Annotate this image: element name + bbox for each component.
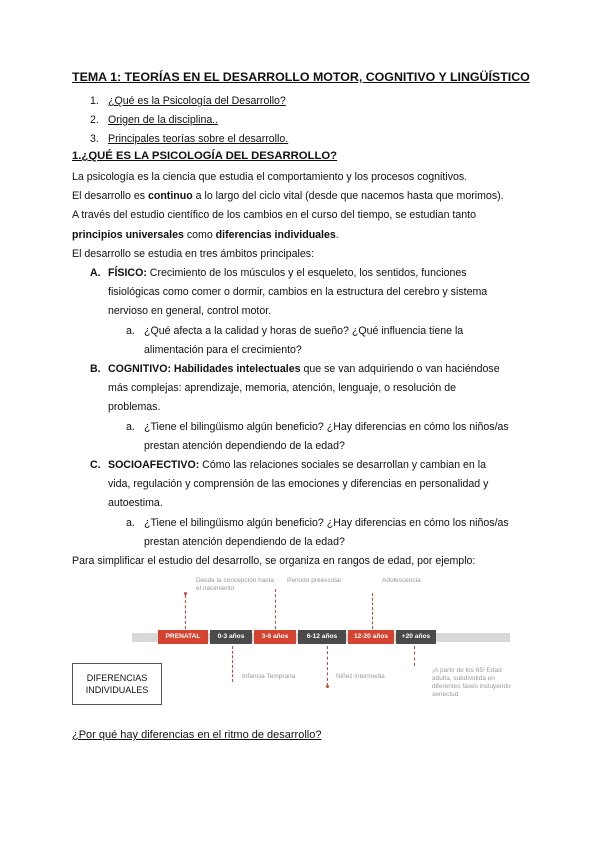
toc-item[interactable]: [90, 92, 288, 111]
area-socioafectivo: C. SOCIOAFECTIVO: Cómo las relaciones sociales se desarrollan y cambian en la vida, regulación y comprensión de las emociones y diferencias en personalidad y autoestima.: [90, 459, 489, 510]
connector-line: [232, 646, 233, 682]
toc-item[interactable]: [90, 130, 288, 149]
section-heading: 1.¿QUÉ ES LA PSICOLOGÍA DEL DESARROLLO?: [72, 150, 338, 162]
segment-prenatal: PRENATAL: [158, 630, 208, 644]
connector-dot: [326, 685, 329, 688]
annotation-adolescencia: Adolescencia: [382, 577, 421, 584]
annotation-prenatal: Desde la concepción hasta el nacimiento: [196, 577, 275, 592]
connector-line: [327, 646, 328, 686]
paragraph: Para simplificar el estudio del desarrollo, se organiza en rangos de edad, por ejemplo:: [72, 555, 476, 568]
toc-number: 3.: [90, 133, 99, 145]
section-body: [72, 168, 542, 571]
toc-link[interactable]: ¿Qué es la Psicología del Desarrollo?: [108, 95, 286, 107]
segment-20-plus: +20 años: [396, 630, 436, 644]
connector-line: [414, 646, 415, 666]
area-cognitivo-question: a. ¿Tiene el bilingüismo algún beneficio? ¿Hay diferencias en cómo los niños/as prestan atención dependiendo de la edad?: [126, 420, 509, 452]
segment-0-3: 0-3 años: [210, 630, 252, 644]
toc-number: 1.: [90, 95, 99, 107]
toc-link[interactable]: Origen de la disciplina..: [108, 114, 219, 126]
toc-number: 2.: [90, 114, 99, 126]
annotation-preescolar: Periodo preescolar: [287, 577, 342, 584]
area-fisico-question: a. ¿Qué afecta a la calidad y horas de sueño? ¿Qué influencia tiene la alimentación para el crecimiento?: [126, 324, 464, 356]
table-of-contents: [90, 92, 288, 149]
area-socioafectivo-question: a. ¿Tiene el bilingüismo algún beneficio? ¿Hay diferencias en cómo los niños/as prestan atención dependiendo de la edad?: [126, 516, 509, 548]
segment-12-20: 12-20 años: [348, 630, 394, 644]
section-question: ¿Por qué hay diferencias en el ritmo de desarrollo?: [72, 729, 322, 741]
page-title: TEMA 1: TEORÍAS EN EL DESARROLLO MOTOR, COGNITIVO Y LINGÜÍSTICO: [72, 70, 530, 84]
toc-link[interactable]: Principales teorías sobre el desarrollo.: [108, 133, 289, 145]
connector-dot: [184, 592, 187, 595]
connector-line: [275, 589, 276, 629]
annotation-ninez: Niñez intermedia: [336, 673, 385, 680]
connector-line: [185, 595, 186, 629]
paragraph: El desarrollo se estudia en tres ámbitos principales:: [72, 247, 315, 260]
annotation-adulta: ¡A partir de los 65! Edad adulta, subdividida en diferentes fases incluyendo senectud: [432, 667, 511, 698]
area-fisico: A. FÍSICO: Crecimiento de los músculos y el esqueleto, los sentidos, funciones fisiológicas como comer o dormir, cambios en la estructura del cerebro y sistema nervioso en general, control motor.: [90, 267, 488, 318]
diferencias-individuales-box: DIFERENCIAS INDIVIDUALES: [72, 663, 162, 705]
age-timeline: [72, 575, 532, 715]
segment-6-12: 6-12 años: [298, 630, 346, 644]
paragraph: principios universales como diferencias individuales.: [72, 228, 339, 241]
area-cognitivo: B. COGNITIVO: Habilidades intelectuales que se van adquiriendo o van haciéndose más complejas: aprendizaje, memoria, atención, lenguaje, o resolución de problemas.: [90, 363, 500, 414]
annotation-infancia: Infancia Temprana: [242, 673, 296, 680]
paragraph: A través del estudio científico de los cambios en el curso del tiempo, se estudian tanto: [72, 209, 476, 222]
paragraph: La psicología es la ciencia que estudia el comportamiento y los procesos cognitivos.: [72, 171, 468, 183]
paragraph: El desarrollo es continuo a lo largo del ciclo vital (desde que nacemos hasta que morimos).: [72, 190, 504, 203]
toc-item[interactable]: [90, 111, 288, 130]
segment-3-6: 3-6 años: [254, 630, 296, 644]
connector-line: [372, 593, 373, 629]
